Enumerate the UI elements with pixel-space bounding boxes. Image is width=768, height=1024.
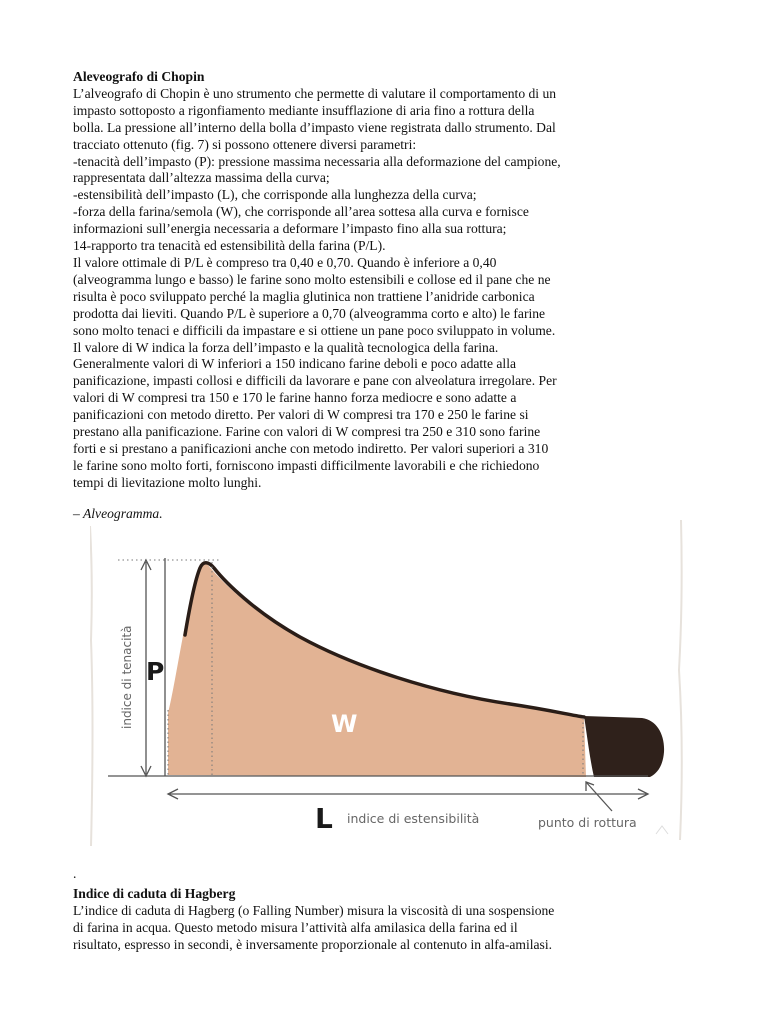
text-line: sono molto tenaci e difficili da impastare e si ottiene un pane poco sviluppato in volume. xyxy=(73,322,556,338)
section-title-hagberg: Indice di caduta di Hagberg xyxy=(73,886,236,901)
text-line: forti e si prestano a panificazioni anche con metodo indiretto. Per valori superiori a 310 xyxy=(73,440,549,456)
text-line: prodotta dai lieviti. Quando P/L è superiore a 0,70 (alveogramma corto e alto) le farine xyxy=(73,305,546,321)
alveogram-svg xyxy=(90,520,686,846)
text-line: prestano alla panificazione. Farine con valori di W compresi tra 250 e 310 sono farine xyxy=(73,424,541,440)
text-line: L’indice di caduta di Hagberg (o Falling Number) misura la viscosità di una sospensione xyxy=(73,903,555,918)
label-p: P xyxy=(146,657,165,686)
alveogram-figure xyxy=(90,520,686,846)
text-line: le farine sono molto forti, forniscono impasti difficilmente lavorabili e che richiedono xyxy=(73,457,540,473)
section-hagberg-body xyxy=(73,902,713,953)
paper-edge-left xyxy=(90,526,93,846)
label-extensibility: indice di estensibilità xyxy=(347,811,480,826)
text-line: Il valore ottimale di P/L è compreso tra 0,40 e 0,70. Quando è inferiore a 0,40 xyxy=(73,254,497,270)
rupture-segment xyxy=(584,716,664,777)
figure-caption: – Alveogramma. xyxy=(73,506,163,521)
section-hagberg xyxy=(73,885,713,953)
text-line: -forza della farina/semola (W), che corrisponde all’area sottesa alla curva e fornisce xyxy=(73,204,529,220)
label-l: L xyxy=(315,802,333,835)
text-line: L’alveografo di Chopin è uno strumento che permette di valutare il comportamento di un xyxy=(73,85,557,101)
text-line: -estensibilità dell’impasto (L), che corrisponde alla lunghezza della curva; xyxy=(73,187,477,203)
text-line: rappresentata dall’altezza massima della curva; xyxy=(73,170,330,186)
text-line: di farina in acqua. Questo metodo misura l’attività alfa amilasica della farina ed il xyxy=(73,920,518,935)
section-title-chopin: Aleveografo di Chopin xyxy=(73,69,205,84)
label-tenacity: indice di tenacità xyxy=(120,625,134,729)
break-pointer-line xyxy=(586,782,612,811)
section-chopin-body xyxy=(73,86,713,492)
stray-dot: . xyxy=(73,866,77,881)
label-w: W xyxy=(331,710,358,738)
section-chopin xyxy=(73,69,713,492)
text-line: Il valore di W indica la forza dell’impasto e la qualità tecnologica della farina. xyxy=(73,339,499,355)
text-line: panificazione, impasti collosi e difficili da lavorare e pane con alveolatura irregolare. Per xyxy=(73,373,557,389)
text-line: valori di W compresi tra 150 e 170 le farine hanno forza mediocre e sono adatte a xyxy=(73,390,517,406)
text-line: Generalmente valori di W inferiori a 150 indicano farine deboli e poco adatte alla xyxy=(73,356,517,372)
paper-notch xyxy=(656,826,668,834)
text-line: -tenacità dell’impasto (P): pressione massima necessaria alla deformazione del campione, xyxy=(73,153,561,169)
text-line: risultato, espresso in secondi, è inversamente proporzionale al contenuto in alfa-amilasi. xyxy=(73,937,553,952)
text-line: tempi di lievitazione molto lunghi. xyxy=(73,474,262,490)
text-line: impasto sottoposto a rigonfiamento mediante insufflazione di aria fino a rottura della xyxy=(73,102,535,118)
text-line: risulta è poco sviluppato perché la maglia glutinica non trattiene l’anidride carbonica xyxy=(73,288,535,304)
text-line: bolla. La pressione all’interno della bolla d’impasto viene registrata dallo strumento. Dal xyxy=(73,119,556,135)
text-line: (alveogramma lungo e basso) le farine sono molto estensibili e collose ed il pane che ne xyxy=(73,271,551,287)
text-line: tracciato ottenuto (fig. 7) si possono ottenere diversi parametri: xyxy=(73,136,417,152)
text-line: informazioni sull’energia necessaria a deformare l’impasto fino alla sua rottura; xyxy=(73,221,507,237)
text-line: panificazioni con metodo diretto. Per valori di W compresi tra 170 e 250 le farine si xyxy=(73,407,529,423)
paper-edge-right xyxy=(679,520,682,840)
label-break-point: punto di rottura xyxy=(538,815,637,830)
text-line: 14-rapporto tra tenacità ed estensibilità della farina (P/L). xyxy=(73,238,386,254)
